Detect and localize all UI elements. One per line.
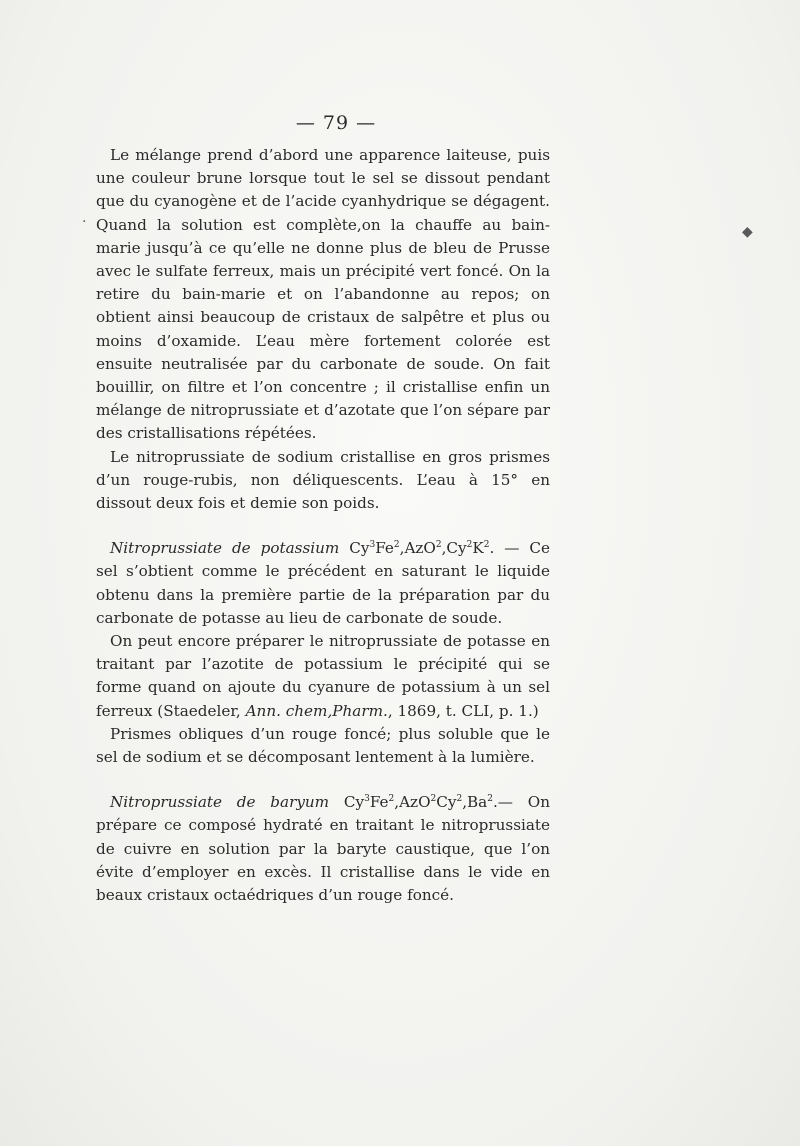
barium-title: Nitroprussiate de baryum xyxy=(110,793,330,812)
barium-text: — On prépare ce composé hydraté en traitant le nitroprussiate de cuivre en solution par la baryte caustique, que l’on évite d’employer en excès. Il cristallise dans le vide en beaux cristaux octaédriques d’un rouge foncé. xyxy=(96,793,551,905)
barium-formula: Cy$^3$Fe$^2$,AzO$^2$Cy$^2$,Ba$^2$. xyxy=(343,793,498,812)
paragraph-potassium xyxy=(96,537,550,630)
paragraph-preparation: Le mélange prend d’abord une apparence laiteuse, puis une couleur brune lorsque tout le sel se dissout pendant que du cyanogène et de l’acide cyanhydrique se dégagent. Quand la solution est complète,on la chauffe au bain-marie jusqu’à ce qu’elle ne donne plus de bleu de Prusse avec le sulfate ferreux, mais un précipité vert foncé. On la retire du bain-marie et on l’abandonne au repos; on obtient ainsi beaucoup de cristaux de salpêtre et plus ou moins d’oxamide. L’eau mère fortement colorée est ensuite neutralisée par du carbonate de soude. On fait bouillir, on filtre et l’on concentre ; il cristallise enfin un mélange de nitroprussiate et d’azotate que l’on sépare par des cristallisations répétées. xyxy=(96,146,550,443)
body-text xyxy=(96,144,550,907)
potassium-formula: $Cy^3Fe^2,AzO^2,Cy^2K^2$. xyxy=(349,539,495,558)
paragraph-barium xyxy=(96,791,550,907)
margin-mark: ◆ xyxy=(742,224,753,240)
paragraph-alternative-method: On peut encore préparer le nitroprussiate de potasse en traitant par l’azotite de potassium le précipité qui se forme quand on ajoute du cyanure de potassium à un sel ferreux (Staedeler, Ann. chem,Pharm., 1869, t. CLI, p. 1.) xyxy=(96,632,550,720)
paragraph-sodium-properties: Le nitroprussiate de sodium cristallise en gros prismes d’un rouge-rubis, non déliquescents. L’eau à 15° en dissout deux fois et demie son poids. xyxy=(96,447,550,513)
journal-reference: Ann. chem,Pharm. xyxy=(245,701,388,720)
potassium-text: — Ce sel s’obtient comme le précédent en saturant le liquide obtenu dans la première partie de la préparation par du carbonate de potasse au lieu de carbonate de soude. xyxy=(96,539,551,627)
potassium-title: Nitroprussiate de potassium xyxy=(110,539,340,558)
paragraph-prisms: Prismes obliques d’un rouge foncé; plus soluble que le sel de sodium et se décomposant lentement à la lumière. xyxy=(96,724,550,767)
margin-mark: · xyxy=(82,214,87,230)
page-number: — 79 — xyxy=(295,112,377,134)
